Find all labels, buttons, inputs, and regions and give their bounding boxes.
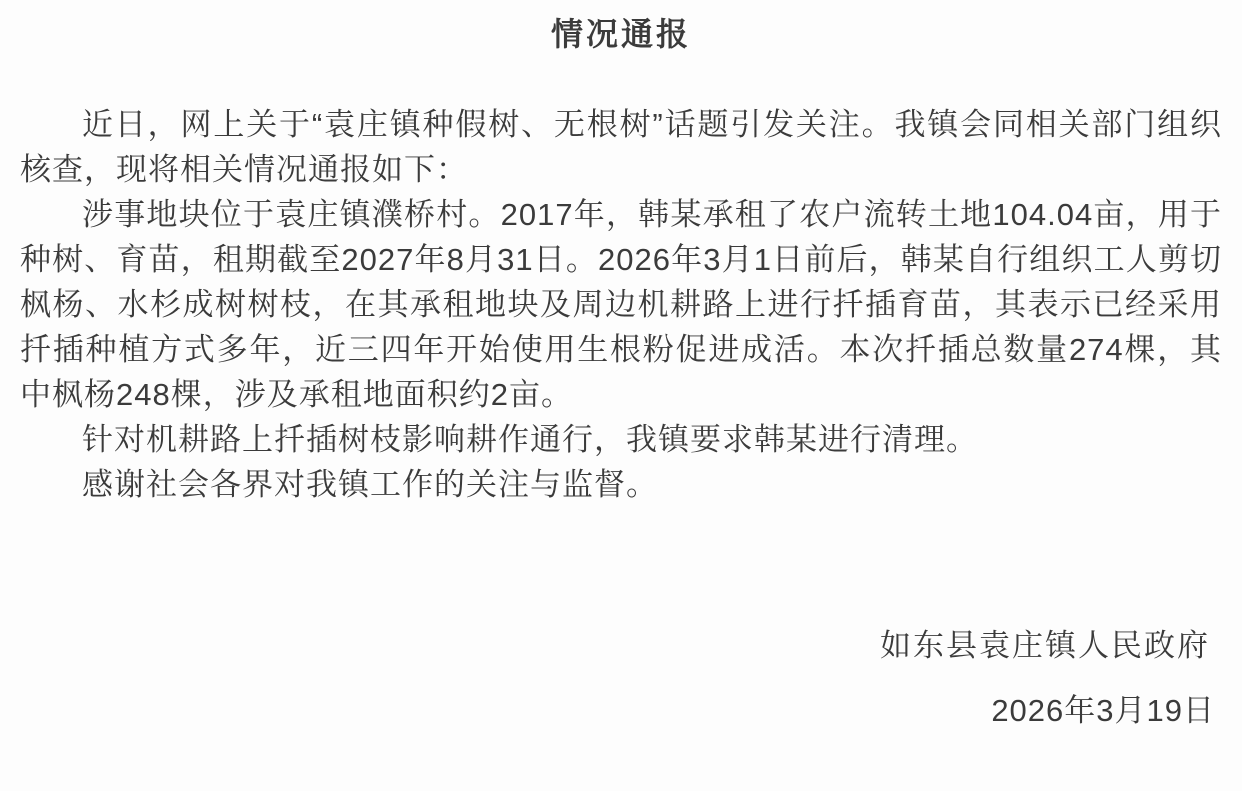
issue-date: 2026年3月19日: [991, 693, 1215, 728]
paragraph-intro: 近日，网上关于“袁庄镇种假树、无根树”话题引发关注。我镇会同相关部门组织核查，现将相关情况通报如下：: [20, 107, 1222, 187]
paragraph-findings: 涉事地块位于袁庄镇濮桥村。2017年，韩某承租了农户流转土地104.04亩，用于种树、育苗，租期截至2027年8月31日。2026年3月1日前后，韩某自行组织工人剪切枫杨、水杉成树树枝，在其承租地块及周边机耕路上进行扦插育苗，其表示已经采用扦插种植方式多年，近三四年开始使用生根粉促进成活。本次扦插总数量274棵，其中枫杨248棵，涉及承租地面积约2亩。: [20, 197, 1222, 412]
document-title: 情况通报: [550, 16, 691, 52]
paragraph-measures: 针对机耕路上扦插树枝影响耕作通行，我镇要求韩某进行清理。: [82, 422, 978, 457]
document-body: [0, 52, 1242, 507]
paragraph-thanks: 感谢社会各界对我镇工作的关注与监督。: [82, 467, 658, 502]
issuing-authority: 如东县袁庄镇人民政府: [880, 628, 1210, 663]
